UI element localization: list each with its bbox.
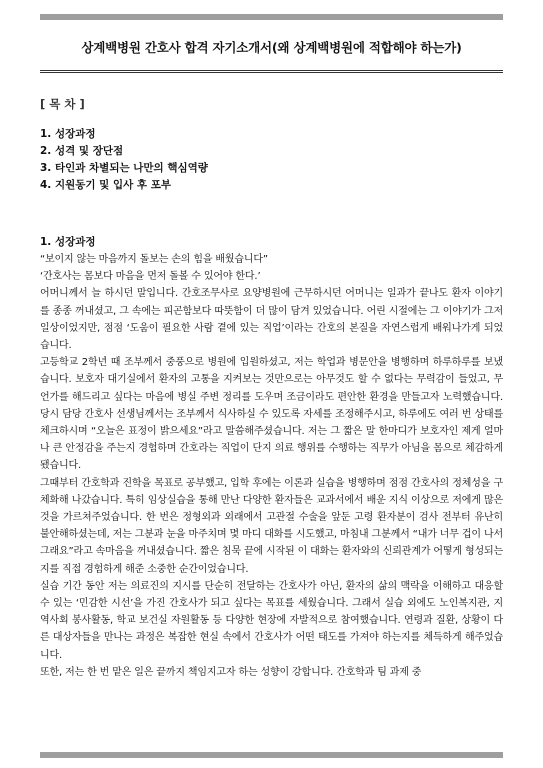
toc-item: 3. 타인과 차별되는 나만의 핵심역량 (40, 162, 208, 174)
toc-item: 2. 성격 및 장단점 (40, 145, 124, 157)
document-title: 상계백병원 간호사 합격 자기소개서(왜 상계백병원에 적합해야 하는가) (81, 40, 462, 55)
section-growth (40, 234, 503, 681)
mother-quote: ‘간호사는 몸보다 마음을 먼저 돌볼 수 있어야 한다.’ (40, 271, 261, 283)
section-heading: 1. 성장과정 (40, 236, 96, 248)
section-subtitle-quote: “보이지 않는 마음까지 돌보는 손의 힘을 배웠습니다” (40, 254, 268, 265)
body-paragraph: 또한, 저는 한 번 맡은 일은 끝까지 책임지고자 하는 성향이 강합니다. 간호학과 팀 과제 중 (40, 666, 422, 678)
title-underline (40, 70, 503, 71)
title-underline-second (40, 72, 503, 73)
body-paragraph: 어머니께서 늘 하시던 말입니다. 간호조무사로 요양병원에 근무하시던 어머니는 일과가 끝나도 환자 이야기를 종종 꺼내셨고, 그 속에는 피곤함보다 따뜻함이 더 많이 담겨 있었습니다. 어린 시절에는 그 이야기가 그저 일상이었지만, 점점 ‘도움이 필요한 사람 곁에 있는 직업’이라는 간호의 본질을 자연스럽게 배워나가게 되었습니다. (40, 288, 503, 352)
bottom-divider-bar (40, 752, 503, 758)
body-paragraph: 고등학교 2학년 때 조부께서 중풍으로 병원에 입원하셨고, 저는 학업과 병문안을 병행하며 하루하루를 보냈습니다. 보호자 대기실에서 환자의 고통을 지켜보는 것만으로는 아무것도 할 수 없다는 무력감이 들었고, 무언가를 해드리고 싶다는 마음에 병실 주변 정리를 도우며 조금이라도 편안한 환경을 만들고자 노력했습니다. 당시 담당 간호사 선생님께서는 조부께서 식사하실 수 있도록 자세를 조정해주시고, 하루에도 여러 번 상태를 체크하시며 “오늘은 표정이 밝으세요”라고 말씀해주셨습니다. 저는 그 짧은 말 한마디가 보호자인 제게 얼마나 큰 안정감을 주는지 경험하며 간호라는 직업이 단지 의료 행위를 수행하는 직무가 아님을 몸으로 체감하게 됐습니다. (40, 357, 503, 472)
top-divider-bar (40, 14, 503, 20)
toc-heading: [ 목 차 ] (40, 97, 85, 111)
toc-item: 4. 지원동기 및 입사 후 포부 (40, 179, 172, 191)
body-paragraph: 그때부터 간호학과 진학을 목표로 공부했고, 입학 후에는 이론과 실습을 병행하며 점점 간호사의 정체성을 구체화해 나갔습니다. 특히 임상실습을 통해 만난 다양한 환자들은 교과서에서 배운 지식 이상으로 저에게 많은 것을 가르쳐주었습니다. 한 번은 정형외과 외래에서 고관절 수술을 앞둔 고령 환자분이 검사 전부터 유난히 불안해하셨는데, 저는 그분과 눈을 마주치며 몇 마디 대화를 시도했고, 마침내 그분께서 “내가 너무 겁이 나서 그래요”라고 속마음을 꺼내셨습니다. 짧은 침묵 끝에 시작된 이 대화는 환자와의 신뢰관계가 어떻게 형성되는지를 직접 경험하게 해준 소중한 순간이었습니다. (40, 477, 503, 575)
body-paragraph: 실습 기간 동안 저는 의료진의 지시를 단순히 전달하는 간호사가 아닌, 환자의 삶의 맥락을 이해하고 대응할 수 있는 ‘민감한 시선’을 가진 간호사가 되고 싶다는 목표를 세웠습니다. 그래서 실습 외에도 노인복지관, 지역사회 봉사활동, 학교 보건실 자원활동 등 다양한 현장에 자발적으로 참여했습니다. 연령과 질환, 상황이 다른 대상자들을 만나는 과정은 복잡한 현실 속에서 간호사가 어떤 태도를 가져야 하는지를 체득하게 해주었습니다. (40, 580, 503, 661)
table-of-contents (40, 126, 208, 194)
toc-item: 1. 성장과정 (40, 128, 96, 140)
